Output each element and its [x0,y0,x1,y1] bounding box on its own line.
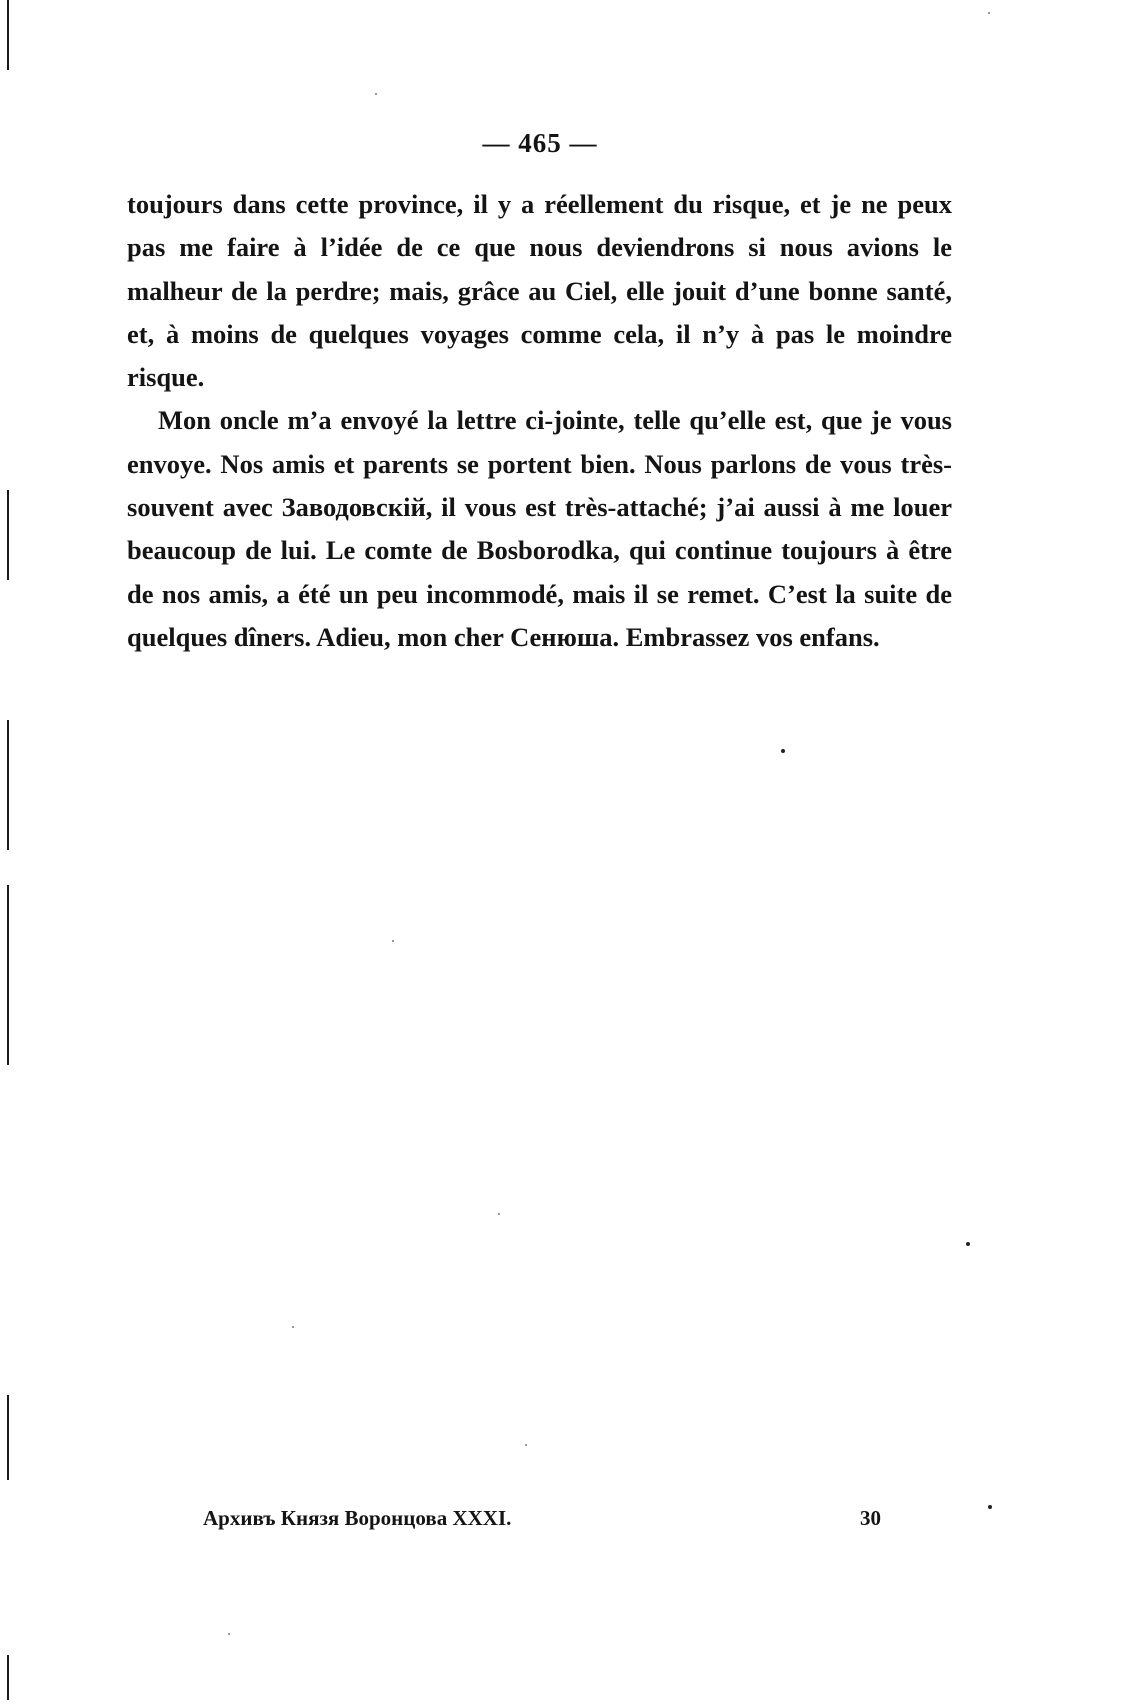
scan-speck [525,1444,527,1446]
binding-edge-mark [7,490,9,580]
scan-speck [966,1242,970,1246]
scan-speck [375,93,377,95]
scan-speck [498,1213,500,1215]
binding-edge-mark [7,0,9,70]
scan-speck [228,1633,230,1635]
footer-signature: Архивъ Князя Воронцова XXXI. [203,1506,512,1530]
scan-speck [988,1505,992,1509]
binding-edge-mark [7,885,9,1065]
footer-sheet-number: 30 [860,1506,881,1530]
paragraph: Mon oncle m’a envoyé la lettre ci-jointe, telle qu’elle est, que je vous envoye. Nos amis et parents se portent bien. Nous parlons de vous très-souvent avec Заводовскій, il vous est très-attaché; j’ai aussi à me louer beaucoup de lui. Le comte de Bosborodka, qui continue toujours à être de nos amis, a été un peu incommodé, mais il se remet. C’est la suite de quelques dîners. Adieu, mon cher Сенюша. Embrassez vos enfans. [127,405,952,652]
scan-speck [781,749,785,753]
scan-speck [988,12,990,14]
scan-speck [292,1326,294,1328]
body-text [127,183,952,659]
binding-edge-mark [7,1655,9,1700]
scan-speck [392,940,394,942]
page-number: — 465 — [482,128,598,158]
paragraph: toujours dans cette province, il y a réellement du risque, et je ne peux pas me faire à l’idée de ce que nous deviendrons si nous avions le malheur de la perdre; mais, grâce au Ciel, elle jouit d’une bonne santé, et, à moins de quelques voyages comme cela, il n’y à pas le moindre risque. [127,189,952,393]
binding-edge-mark [7,720,9,850]
binding-edge-mark [7,1395,9,1480]
